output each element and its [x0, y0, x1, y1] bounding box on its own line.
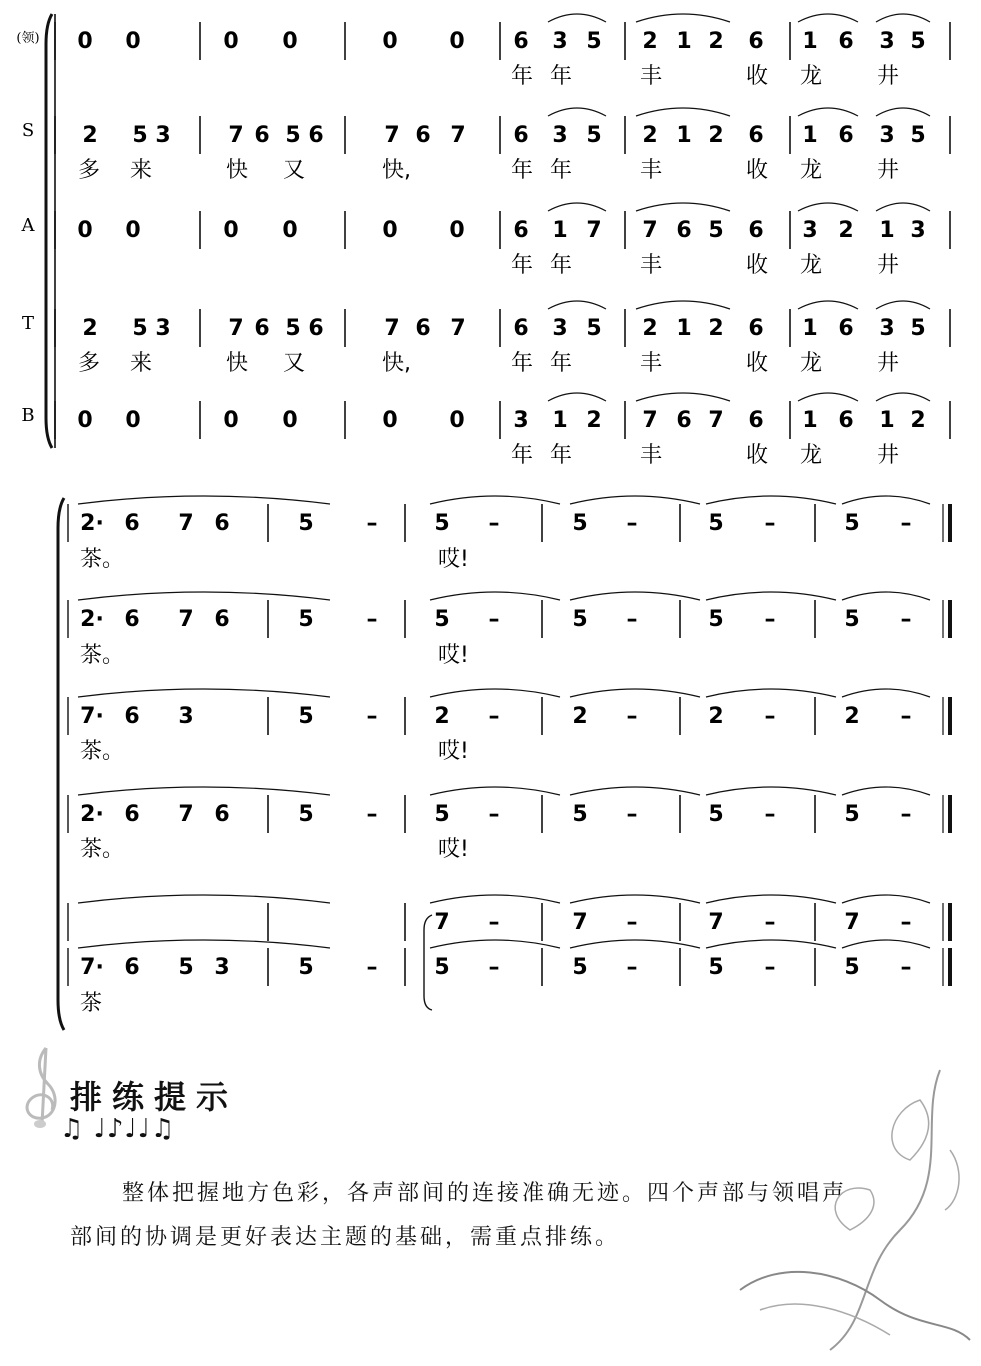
note: 7 — [178, 802, 194, 827]
note: 5 — [910, 123, 926, 148]
lyric: 来 — [130, 351, 153, 376]
note: – — [764, 607, 776, 632]
slur — [706, 787, 836, 795]
note: 5 — [132, 316, 148, 341]
slur — [842, 496, 930, 504]
lyric: 收 — [746, 351, 769, 376]
note: 2 — [910, 408, 926, 433]
lyric: 快, — [382, 158, 411, 183]
note: 7· — [80, 704, 104, 729]
slur — [78, 689, 330, 697]
note: 7 — [228, 123, 244, 148]
slur — [876, 108, 930, 116]
note: 3 — [214, 955, 230, 980]
note: 2 — [708, 316, 724, 341]
note: 2· — [80, 511, 104, 536]
slur — [430, 689, 560, 697]
note: 6 — [254, 123, 270, 148]
slur — [706, 689, 836, 697]
lyric: 茶。 — [80, 837, 125, 862]
slur — [430, 940, 560, 948]
note: 2 — [572, 704, 588, 729]
note: 6 — [254, 316, 270, 341]
note: 0 — [282, 29, 298, 54]
note: 5 — [298, 511, 314, 536]
part-label: S — [21, 120, 35, 141]
note: 3 — [155, 316, 171, 341]
note: 2· — [80, 802, 104, 827]
tips-title: 排练提示 — [70, 1078, 239, 1116]
slur — [876, 301, 930, 309]
note: 7 — [586, 218, 602, 243]
note: 6 — [748, 316, 764, 341]
note: 6 — [124, 955, 140, 980]
lyric: 又 — [283, 351, 306, 376]
note: 6 — [124, 802, 140, 827]
note: 5 — [572, 607, 588, 632]
lyric: 来 — [130, 158, 153, 183]
part-label: B — [21, 405, 35, 426]
note: 2 — [708, 704, 724, 729]
slur — [876, 14, 930, 22]
lyric: 年 — [550, 351, 573, 376]
slur — [570, 496, 700, 504]
lyric: 多 — [78, 351, 101, 376]
lyric: 收 — [746, 158, 769, 183]
note: 6 — [415, 123, 431, 148]
slur — [636, 393, 730, 401]
note: 5 — [298, 607, 314, 632]
slur — [876, 203, 930, 211]
lyric: 哎! — [438, 739, 469, 764]
slur — [570, 895, 700, 903]
note: 0 — [449, 218, 465, 243]
note: 0 — [125, 29, 141, 54]
lyric: 快, — [382, 351, 411, 376]
lyric: 丰 — [640, 158, 663, 183]
note: – — [764, 910, 776, 935]
lyric: 年 — [550, 253, 573, 278]
note: – — [366, 802, 378, 827]
note: 5 — [298, 704, 314, 729]
note: – — [366, 955, 378, 980]
slur — [798, 203, 858, 211]
note: 6 — [214, 607, 230, 632]
note: 3 — [552, 316, 568, 341]
note: 7 — [844, 910, 860, 935]
note: 2 — [82, 123, 98, 148]
slur — [798, 301, 858, 309]
note: 5 — [844, 607, 860, 632]
note: 1 — [552, 218, 568, 243]
part-labels — [16, 30, 39, 426]
note: 0 — [449, 29, 465, 54]
lyric: 茶。 — [80, 643, 125, 668]
note: – — [366, 607, 378, 632]
note: 7 — [642, 408, 658, 433]
note: 2· — [80, 607, 104, 632]
note: 5 — [586, 123, 602, 148]
part-label: A — [21, 215, 35, 236]
note: 5 — [708, 802, 724, 827]
slur — [842, 940, 930, 948]
note: – — [366, 704, 378, 729]
lyric: 龙 — [800, 351, 823, 376]
lyric: 年 — [511, 64, 534, 89]
note: 1 — [802, 316, 818, 341]
note: 5 — [434, 607, 450, 632]
note: 0 — [449, 408, 465, 433]
note: 6 — [513, 218, 529, 243]
note: 7 — [450, 123, 466, 148]
note: 0 — [125, 408, 141, 433]
note: 2 — [434, 704, 450, 729]
note: 2 — [708, 29, 724, 54]
note: 0 — [282, 408, 298, 433]
slur — [842, 592, 930, 600]
lyric: 多 — [78, 158, 101, 183]
slur — [706, 895, 836, 903]
note: 6 — [308, 123, 324, 148]
note: 3 — [879, 29, 895, 54]
note: 7 — [572, 910, 588, 935]
slur — [798, 14, 858, 22]
part-label: T — [21, 313, 35, 334]
note: 5 — [708, 511, 724, 536]
note: 3 — [155, 123, 171, 148]
note: 2 — [838, 218, 854, 243]
lyric: 茶 — [80, 991, 103, 1016]
slur — [548, 14, 606, 22]
note: 1 — [676, 123, 692, 148]
slur — [430, 592, 560, 600]
note: 1 — [802, 29, 818, 54]
slur — [430, 895, 560, 903]
note: 2 — [708, 123, 724, 148]
note: 7 — [178, 607, 194, 632]
lyric: 年 — [550, 443, 573, 468]
slur — [570, 787, 700, 795]
slur — [430, 787, 560, 795]
note: – — [764, 704, 776, 729]
note: 0 — [77, 29, 93, 54]
slur — [842, 895, 930, 903]
note: 7 — [384, 123, 400, 148]
note: – — [488, 704, 500, 729]
note: 6 — [214, 802, 230, 827]
note: 7 — [434, 910, 450, 935]
note: – — [764, 802, 776, 827]
note: 6 — [838, 316, 854, 341]
slur — [548, 393, 606, 401]
note: 3 — [552, 29, 568, 54]
lyric: 年 — [511, 158, 534, 183]
note: 6 — [513, 29, 529, 54]
slur — [842, 689, 930, 697]
lyric: 龙 — [800, 253, 823, 278]
note: 0 — [223, 408, 239, 433]
note: 1 — [802, 123, 818, 148]
slur — [636, 301, 730, 309]
slurs — [78, 14, 930, 948]
note: 6 — [124, 704, 140, 729]
slur — [706, 592, 836, 600]
note: 5 — [910, 316, 926, 341]
note: – — [900, 511, 912, 536]
lyric: 井 — [877, 443, 900, 468]
note: – — [900, 910, 912, 935]
note: – — [626, 704, 638, 729]
note: – — [900, 704, 912, 729]
slur — [78, 592, 330, 600]
note: 3 — [879, 316, 895, 341]
note: 1 — [552, 408, 568, 433]
note: 6 — [513, 316, 529, 341]
slur — [78, 496, 330, 504]
slur — [706, 940, 836, 948]
slur — [636, 108, 730, 116]
lyric: 收 — [746, 64, 769, 89]
lyric: 哎! — [438, 547, 469, 572]
lyric: 又 — [283, 158, 306, 183]
note: – — [626, 910, 638, 935]
note: 7 — [384, 316, 400, 341]
note: 5 — [708, 955, 724, 980]
lyric: 井 — [877, 253, 900, 278]
note: 3 — [513, 408, 529, 433]
lyric: 龙 — [800, 443, 823, 468]
notes — [77, 29, 925, 980]
note: – — [626, 607, 638, 632]
note: – — [626, 955, 638, 980]
note: 3 — [879, 123, 895, 148]
note: 6 — [838, 408, 854, 433]
note: – — [488, 802, 500, 827]
slur — [636, 203, 730, 211]
note: – — [900, 607, 912, 632]
lyric: 井 — [877, 64, 900, 89]
note: 7 — [228, 316, 244, 341]
slur — [78, 895, 330, 903]
note: 0 — [382, 29, 398, 54]
lyric: 井 — [877, 158, 900, 183]
note: 1 — [676, 316, 692, 341]
note: 5 — [844, 802, 860, 827]
part-label: (领) — [16, 31, 40, 46]
note: 5 — [298, 955, 314, 980]
slur — [706, 496, 836, 504]
system-bracket — [46, 14, 52, 448]
note: 7 — [642, 218, 658, 243]
tips-text: 整体把握地方色彩，各声部间的连接准确无迹。四个声部与领唱声部间的协调是更好表达主题的基础，需重点排练。 — [70, 1181, 848, 1250]
divisi-bracket — [424, 915, 432, 1010]
note: 5 — [708, 607, 724, 632]
note: 6 — [124, 607, 140, 632]
note: 6 — [415, 316, 431, 341]
floral-corner-icon — [720, 1060, 980, 1360]
note: 0 — [282, 218, 298, 243]
lyric: 龙 — [800, 64, 823, 89]
note: 5 — [572, 511, 588, 536]
slur — [636, 14, 730, 22]
note: 2 — [82, 316, 98, 341]
note: 0 — [77, 218, 93, 243]
lyric: 快 — [226, 158, 249, 183]
lyric: 年 — [511, 351, 534, 376]
note: 3 — [178, 704, 194, 729]
lyric: 收 — [746, 443, 769, 468]
note: 5 — [572, 955, 588, 980]
note: 0 — [125, 218, 141, 243]
slur — [78, 787, 330, 795]
note: – — [626, 511, 638, 536]
slur — [842, 787, 930, 795]
note: 6 — [676, 218, 692, 243]
slur — [570, 689, 700, 697]
lyric: 井 — [877, 351, 900, 376]
note: 0 — [382, 408, 398, 433]
lyric: 丰 — [640, 443, 663, 468]
note: 0 — [77, 408, 93, 433]
slur — [798, 393, 858, 401]
note: 2 — [844, 704, 860, 729]
note: – — [900, 955, 912, 980]
note: 1 — [879, 408, 895, 433]
note: 5 — [844, 955, 860, 980]
note: 7 — [708, 408, 724, 433]
note: 7 — [178, 511, 194, 536]
lyric: 年 — [550, 158, 573, 183]
note: 6 — [748, 218, 764, 243]
note: 5 — [910, 29, 926, 54]
music-note-icon: ♫ ♩♪♩♩♫ — [60, 1114, 176, 1144]
note: 5 — [434, 955, 450, 980]
slur — [570, 940, 700, 948]
slur — [876, 393, 930, 401]
system-bracket — [58, 498, 64, 1030]
slur — [430, 496, 560, 504]
note: – — [366, 511, 378, 536]
note: 3 — [802, 218, 818, 243]
note: 5 — [434, 511, 450, 536]
note: 2 — [642, 316, 658, 341]
note: – — [626, 802, 638, 827]
note: 7 — [708, 910, 724, 935]
note: 6 — [748, 408, 764, 433]
note: 1 — [802, 408, 818, 433]
note: 0 — [223, 29, 239, 54]
slur — [548, 301, 606, 309]
note: 6 — [748, 29, 764, 54]
note: 3 — [910, 218, 926, 243]
note: – — [900, 802, 912, 827]
lyric: 丰 — [640, 64, 663, 89]
note: 6 — [676, 408, 692, 433]
note: – — [488, 955, 500, 980]
note: 5 — [285, 123, 301, 148]
note: 6 — [513, 123, 529, 148]
lyric: 哎! — [438, 837, 469, 862]
lyric: 年 — [511, 253, 534, 278]
note: 6 — [308, 316, 324, 341]
note: – — [764, 511, 776, 536]
slur — [548, 203, 606, 211]
note: 5 — [298, 802, 314, 827]
lyric: 年 — [511, 443, 534, 468]
note: 5 — [178, 955, 194, 980]
note: 0 — [382, 218, 398, 243]
note: 7· — [80, 955, 104, 980]
lyric: 丰 — [640, 253, 663, 278]
note: 5 — [586, 29, 602, 54]
note: 6 — [748, 123, 764, 148]
note: 6 — [214, 511, 230, 536]
note: 7 — [450, 316, 466, 341]
note: 5 — [434, 802, 450, 827]
lyrics — [78, 64, 899, 1016]
note: 5 — [708, 218, 724, 243]
slur — [798, 108, 858, 116]
note: – — [488, 511, 500, 536]
note: 5 — [285, 316, 301, 341]
note: 0 — [223, 218, 239, 243]
note: 5 — [572, 802, 588, 827]
lyric: 快 — [226, 351, 249, 376]
slur — [78, 940, 330, 948]
note: 2 — [642, 29, 658, 54]
note: 2 — [642, 123, 658, 148]
note: 5 — [132, 123, 148, 148]
note: 6 — [838, 123, 854, 148]
note: 6 — [838, 29, 854, 54]
lyric: 丰 — [640, 351, 663, 376]
slur — [548, 108, 606, 116]
note: – — [488, 910, 500, 935]
note: – — [764, 955, 776, 980]
lyric: 茶。 — [80, 547, 125, 572]
lyric: 哎! — [438, 643, 469, 668]
lyric: 收 — [746, 253, 769, 278]
note: 6 — [124, 511, 140, 536]
note: 5 — [586, 316, 602, 341]
note: 3 — [552, 123, 568, 148]
note: 5 — [844, 511, 860, 536]
note: 2 — [586, 408, 602, 433]
slur — [570, 592, 700, 600]
lyric: 茶。 — [80, 739, 125, 764]
note: 1 — [676, 29, 692, 54]
note: 1 — [879, 218, 895, 243]
lyric: 年 — [550, 64, 573, 89]
note: – — [488, 607, 500, 632]
lyric: 龙 — [800, 158, 823, 183]
